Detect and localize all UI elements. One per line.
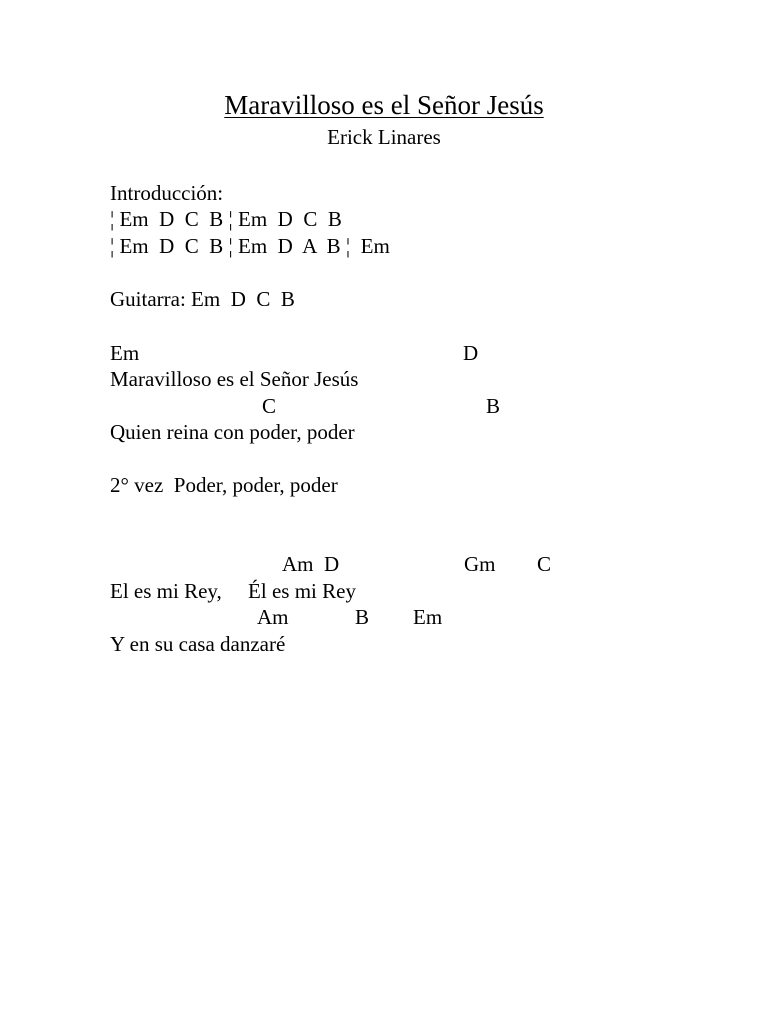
verse-chord-b: B xyxy=(486,394,501,418)
verse-chord-em: Em xyxy=(110,341,140,365)
chorus-chord-gm: Gm xyxy=(464,552,496,576)
verse-chord-c: C xyxy=(262,394,277,418)
song-title: Maravilloso es el Señor Jesús xyxy=(224,90,544,120)
second-time-line: 2° vez Poder, poder, poder xyxy=(110,473,338,497)
song-author: Erick Linares xyxy=(327,125,441,149)
chorus-lyric-2: Y en su casa danzaré xyxy=(110,632,286,656)
chorus-chord-am: Am xyxy=(257,605,289,629)
intro-chord-line-1: ¦ Em D C B ¦ Em D C B xyxy=(110,207,342,231)
verse-lyric-2: Quien reina con poder, poder xyxy=(110,420,355,444)
chorus-chord-am-d: Am D xyxy=(282,552,340,576)
chorus-chord-em: Em xyxy=(413,605,443,629)
verse-chord-d: D xyxy=(463,341,479,365)
chorus-chord-c: C xyxy=(537,552,552,576)
guitar-line: Guitarra: Em D C B xyxy=(110,287,295,311)
intro-chord-line-2: ¦ Em D C B ¦ Em D A B ¦ Em xyxy=(110,234,390,258)
chorus-lyric-1: El es mi Rey, Él es mi Rey xyxy=(110,579,356,603)
chorus-chord-b: B xyxy=(355,605,370,629)
verse-lyric-1: Maravilloso es el Señor Jesús xyxy=(110,367,359,391)
intro-heading: Introducción: xyxy=(110,181,224,205)
